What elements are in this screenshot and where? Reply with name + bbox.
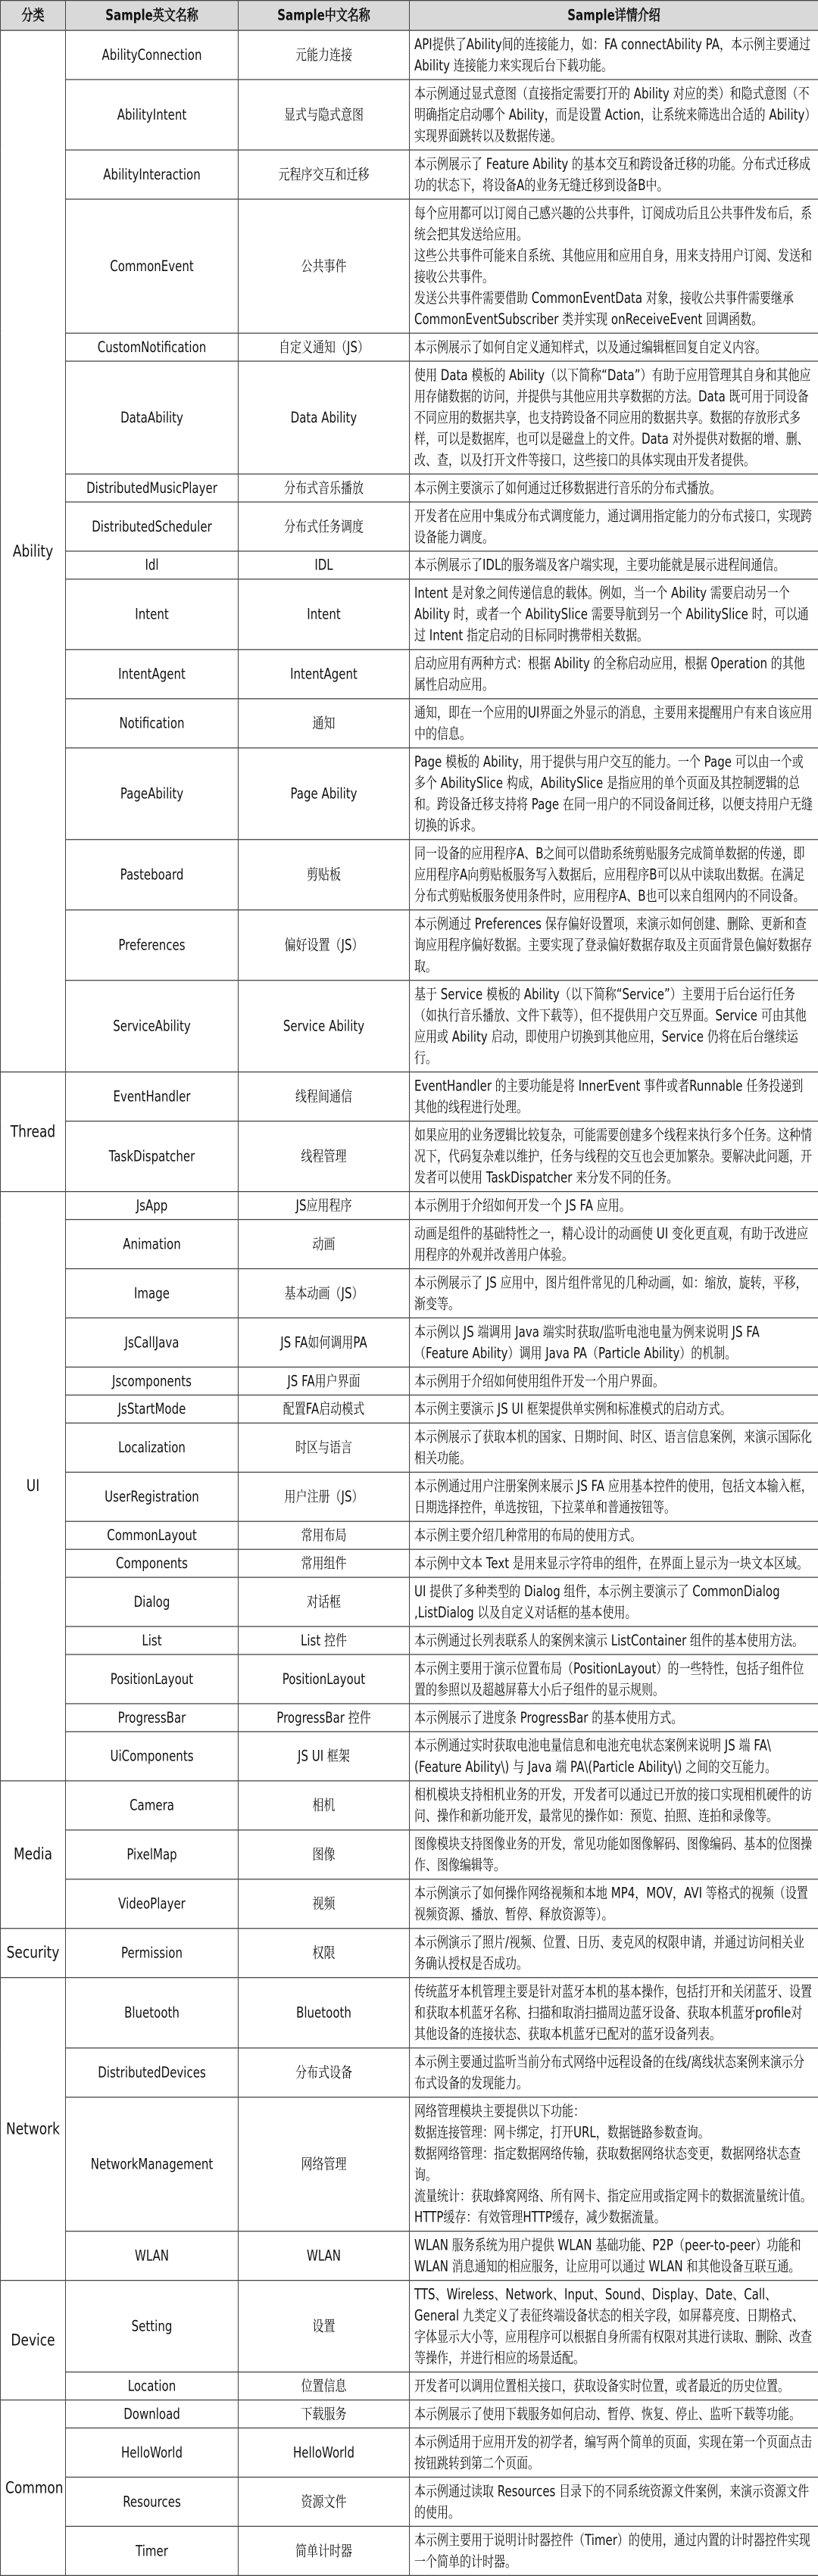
table-row xyxy=(1,2526,818,2575)
sample-chinese-name: Bluetooth xyxy=(239,1978,410,2048)
sample-english-name: Location xyxy=(66,2372,239,2400)
table-row xyxy=(1,1654,818,1704)
sample-chinese-name: 基本动画（JS） xyxy=(239,1269,410,1318)
description-paragraph: 本示例通过实时获取电池电量信息和电池充电状态案例来说明 JS 端 FA\(Feature Ability\) 与 Java 端 PA\(Particle Ability\) 之间的交互能力。 xyxy=(414,1736,777,1776)
description-paragraph: 本示例展示了使用下载服务如何启动、暂停、恢复、停止、监听下载等功能。 xyxy=(414,2405,801,2423)
table-row xyxy=(1,2097,818,2231)
table-row xyxy=(1,1423,818,1472)
sample-description xyxy=(410,1072,818,1121)
table-row xyxy=(1,1318,818,1367)
sample-english-name: ProgressBar xyxy=(66,1704,239,1732)
sample-english-name: DistributedMusicPlayer xyxy=(66,474,239,502)
description-paragraph: 本示例以 JS 端调用 Java 端实时获取/监听电池电量为例来说明 JS FA（Feature Ability）调用 Java PA（Particle Ability）的机制。 xyxy=(414,1323,760,1362)
sample-chinese-name: JS FA如何调用PA xyxy=(239,1318,410,1367)
sample-english-name: AbilityIntent xyxy=(66,80,239,150)
sample-english-name: PageAbility xyxy=(66,748,239,840)
table-header-row xyxy=(1,1,818,30)
description-paragraph: 本示例演示了如何操作网络视频和本地 MP4，MOV，AVI 等格式的视频（设置视频资源、播放、暂停、释放资源等）。 xyxy=(414,1884,808,1923)
description-paragraph: 发送公共事件需要借助 CommonEventData 对象，接收公共事件需要继承 CommonEventSubscriber 类并实现 onReceiveEvent 回调函数。 xyxy=(414,289,794,329)
sample-chinese-name: 权限 xyxy=(239,1929,410,1978)
sample-chinese-name: 配置FA启动模式 xyxy=(239,1395,410,1423)
sample-english-name: Preferences xyxy=(66,910,239,981)
description-paragraph: 本示例展示了获取本机的国家、日期时间、时区、语言信息案例，来演示国际化相关功能。 xyxy=(414,1428,813,1467)
table-row xyxy=(1,2048,818,2097)
sample-english-name: HelloWorld xyxy=(66,2428,239,2477)
header-description: Sample详情介绍 xyxy=(410,1,818,30)
sample-description xyxy=(410,1318,818,1367)
description-paragraph: 本示例主要用于说明计时器控件（Timer）的使用，通过内置的计时器控件实现一个简单的计时器。 xyxy=(414,2531,810,2571)
sample-english-name: DistributedDevices xyxy=(66,2048,239,2097)
table-row xyxy=(1,699,818,748)
sample-chinese-name: 简单计时器 xyxy=(239,2526,410,2575)
description-paragraph: 本示例演示了照片/视频、位置、日历、麦克风的权限申请，并通过访问相关业务确认授权是否成功。 xyxy=(414,1933,805,1973)
sample-description xyxy=(410,699,818,748)
sample-chinese-name: IntentAgent xyxy=(239,650,410,699)
category-cell: Media xyxy=(1,1781,66,1929)
table-row xyxy=(1,748,818,840)
sample-description xyxy=(410,2281,818,2372)
table-row xyxy=(1,1521,818,1549)
header-chinese-name: Sample中文名称 xyxy=(239,1,410,30)
sample-english-name: Jscomponents xyxy=(66,1367,239,1395)
sample-chinese-name: Service Ability xyxy=(239,981,410,1072)
sample-chinese-name: 元程序交互和迁移 xyxy=(239,150,410,199)
sample-chinese-name: 设置 xyxy=(239,2281,410,2372)
table-row xyxy=(1,2372,818,2400)
table-row xyxy=(1,981,818,1072)
sample-chinese-name: 元能力连接 xyxy=(239,30,410,80)
category-cell: Common xyxy=(1,2400,66,2576)
sample-english-name: Intent xyxy=(66,579,239,650)
table-row xyxy=(1,2231,818,2281)
description-paragraph: 通知，即在一个应用的UI界面之外显示的消息，主要用来提醒用户有来自该应用中的信息。 xyxy=(414,703,813,743)
description-paragraph: 本示例主要通过监听当前分布式网络中远程设备的在线/离线状态案例来演示分布式设备的发现能力。 xyxy=(414,2053,805,2092)
sample-english-name: AbilityInteraction xyxy=(66,150,239,199)
table-row xyxy=(1,1704,818,1732)
sample-description xyxy=(410,2231,818,2281)
sample-chinese-name: List 控件 xyxy=(239,1626,410,1654)
sample-english-name: CommonEvent xyxy=(66,199,239,333)
category-cell: Ability xyxy=(1,30,66,1072)
table-row xyxy=(1,1978,818,2048)
description-paragraph: 本示例展示了 Feature Ability 的基本交互和跨设备迁移的功能。分布式迁移成功的状态下，将设备A的业务无缝迁移到设备B中。 xyxy=(414,155,811,195)
sample-description xyxy=(410,1549,818,1577)
description-paragraph: UI 提供了多种类型的 Dialog 组件，本示例主要演示了 CommonDialog ,ListDialog 以及自定义对话框的基本使用。 xyxy=(414,1583,780,1622)
sample-description xyxy=(410,1879,818,1929)
table-row xyxy=(1,1472,818,1521)
sample-description xyxy=(410,981,818,1072)
sample-english-name: Permission xyxy=(66,1929,239,1978)
description-paragraph: 数据连接管理：网卡绑定，打开URL，数据链路参数查询。 xyxy=(414,2123,710,2141)
sample-chinese-name: 常用布局 xyxy=(239,1521,410,1549)
sample-chinese-name: 动画 xyxy=(239,1220,410,1269)
description-paragraph: 本示例通过读取 Resources 目录下的不同系统资源文件案例，来演示资源文件的使用。 xyxy=(414,2482,810,2521)
description-paragraph: 每个应用都可以订阅自己感兴趣的公共事件，订阅成功后且公共事件发布后，系统会把其发送给应用。 xyxy=(414,204,813,243)
description-paragraph: 启动应用有两种方式：根据 Ability 的全称启动应用，根据 Operation 的其他属性启动应用。 xyxy=(414,654,805,694)
sample-description xyxy=(410,361,818,474)
description-paragraph: 本示例中文本 Text 是用来显示字符串的组件，在界面上显示为一块文本区域。 xyxy=(414,1555,808,1573)
sample-description xyxy=(410,1521,818,1549)
sample-english-name: Timer xyxy=(66,2526,239,2575)
sample-english-name: TaskDispatcher xyxy=(66,1121,239,1192)
description-paragraph: API提供了Ability间的连接能力，如：FA connectAbility PA，本示例主要通过 Ability 连接能力来实现后台下载功能。 xyxy=(414,36,811,75)
table-row xyxy=(1,474,818,502)
description-paragraph: 本示例通过用户注册案例来展示 JS FA 应用基本控件的使用，包括文本输入框，日期选择控件，单选按钮，下拉菜单和普通按钮等。 xyxy=(414,1477,813,1517)
description-paragraph: 数据网络管理：指定数据网络传输，获取数据网络状态变更，数据网络状态查询。 xyxy=(414,2144,801,2184)
table-row xyxy=(1,1121,818,1192)
description-paragraph: 本示例主要介绍几种常用的布局的使用方式。 xyxy=(414,1527,642,1545)
sample-chinese-name: 偏好设置（JS） xyxy=(239,910,410,981)
table-row xyxy=(1,2281,818,2372)
table-row xyxy=(1,80,818,150)
sample-english-name: PositionLayout xyxy=(66,1654,239,1704)
description-paragraph: Page 模板的 Ability，用于提供与用户交互的能力。一个 Page 可以由一个或多个 AbilitySlice 构成，AbilitySlice 是指应用的单个页面及其控制逻辑的总和。跨设备迁移支持将 Page 在同一用户的不同设备间迁移，以便支持用户无缝切换的诉求。 xyxy=(414,753,813,834)
table-row xyxy=(1,2400,818,2428)
sample-english-name: CustomNotification xyxy=(66,333,239,361)
sample-english-name: Notification xyxy=(66,699,239,748)
description-paragraph: 本示例通过长列表联系人的案例来演示 ListContainer 组件的基本使用方法。 xyxy=(414,1632,804,1649)
sample-chinese-name: 线程管理 xyxy=(239,1121,410,1192)
description-paragraph: 本示例展示了进度条 ProgressBar 的基本使用方式。 xyxy=(414,1708,683,1726)
sample-description xyxy=(410,1220,818,1269)
sample-description xyxy=(410,910,818,981)
description-paragraph: 本示例适用于应用开发的初学者，编写两个简单的页面，实现在第一个页面点击按钮跳转到第二个页面。 xyxy=(414,2433,813,2472)
sample-english-name: Dialog xyxy=(66,1577,239,1626)
table-row xyxy=(1,1549,818,1577)
sample-chinese-name: 资源文件 xyxy=(239,2477,410,2526)
sample-chinese-name: 相机 xyxy=(239,1781,410,1830)
sample-chinese-name: 分布式音乐播放 xyxy=(239,474,410,502)
table-row xyxy=(1,1395,818,1423)
sample-description xyxy=(410,1626,818,1654)
header-category: 分类 xyxy=(1,1,66,30)
sample-chinese-name: Data Ability xyxy=(239,361,410,474)
table-row xyxy=(1,1781,818,1830)
sample-english-name: AbilityConnection xyxy=(66,30,239,80)
sample-description xyxy=(410,1732,818,1781)
table-row xyxy=(1,1220,818,1269)
sample-english-name: JsStartMode xyxy=(66,1395,239,1423)
description-paragraph: 相机模块支持相机业务的开发，开发者可以通过已开放的接口实现相机硬件的访问、操作和新功能开发，最常见的操作如：预览、拍照、连拍和录像等。 xyxy=(414,1785,813,1825)
sample-chinese-name: 下载服务 xyxy=(239,2400,410,2428)
description-paragraph: 如果应用的业务逻辑比较复杂，可能需要创建多个线程来执行多个任务。这种情况下，代码复杂难以维护，任务与线程的交互也会更加繁杂。要解决此问题，开发者可以使用 TaskDispatcher 来分发不同的任务。 xyxy=(414,1126,813,1187)
sample-chinese-name: 分布式任务调度 xyxy=(239,502,410,551)
description-paragraph: WLAN 服务系统为用户提供 WLAN 基础功能、P2P（peer-to-peer）功能和 WLAN 消息通知的相应服务，让应用可以通过 WLAN 和其他设备互联互通。 xyxy=(414,2236,801,2275)
description-paragraph: 本示例主要演示了如何通过迁移数据进行音乐的分布式播放。 xyxy=(414,479,722,497)
sample-description xyxy=(410,1121,818,1192)
table-row xyxy=(1,1879,818,1929)
sample-description xyxy=(410,840,818,910)
sample-chinese-name: 显式与隐式意图 xyxy=(239,80,410,150)
table-row xyxy=(1,361,818,474)
sample-chinese-name: JS UI 框架 xyxy=(239,1732,410,1781)
sample-english-name: Image xyxy=(66,1269,239,1318)
description-paragraph: 动画是组件的基础特性之一，精心设计的动画使 UI 变化更直观，有助于改进应用程序的外观并改善用户体验。 xyxy=(414,1224,808,1264)
description-paragraph: 这些公共事件可能来自系统、其他应用和应用自身，用来支持用户订阅、发送和接收公共事件。 xyxy=(414,247,813,286)
sample-description xyxy=(410,2428,818,2477)
sample-description xyxy=(410,579,818,650)
description-paragraph: 流量统计：获取蜂窝网络、所有网卡、指定应用或指定网卡的数据流量统计值。HTTP缓存：有效管理HTTP缓存，减少数据流量。 xyxy=(414,2187,813,2226)
sample-chinese-name: 自定义通知（JS） xyxy=(239,333,410,361)
description-paragraph: 本示例用于介绍如何使用组件开发一个用户界面。 xyxy=(414,1372,665,1390)
sample-description xyxy=(410,1192,818,1220)
sample-chinese-name: 网络管理 xyxy=(239,2097,410,2231)
description-paragraph: 本示例通过显式意图（直接指定需要打开的 Ability 对应的类）和隐式意图（不明确指定启动哪个 Ability，而是设置 Action，让系统来筛选出合适的 Ability）实现界面跳转以及数据传递。 xyxy=(414,85,810,145)
sample-chinese-name: 公共事件 xyxy=(239,199,410,333)
sample-description xyxy=(410,650,818,699)
table-row xyxy=(1,840,818,910)
sample-english-name: IntentAgent xyxy=(66,650,239,699)
sample-chinese-name: 图像 xyxy=(239,1830,410,1879)
sample-description xyxy=(410,150,818,199)
sample-description xyxy=(410,1781,818,1830)
table-row xyxy=(1,1577,818,1626)
sample-description xyxy=(410,2477,818,2526)
category-cell: Thread xyxy=(1,1072,66,1192)
sample-chinese-name: HelloWorld xyxy=(239,2428,410,2477)
sample-chinese-name: Intent xyxy=(239,579,410,650)
sample-description xyxy=(410,1423,818,1472)
sample-english-name: EventHandler xyxy=(66,1072,239,1121)
sample-chinese-name: 线程间通信 xyxy=(239,1072,410,1121)
sample-english-name: JsCallJava xyxy=(66,1318,239,1367)
description-paragraph: 本示例通过 Preferences 保存偏好设置项，来演示如何创建、删除、更新和查询应用程序偏好数据。主要实现了登录偏好数据存取及主页面背景色偏好数据存取。 xyxy=(414,915,813,975)
sample-description xyxy=(410,474,818,502)
sample-description xyxy=(410,1472,818,1521)
sample-english-name: NetworkManagement xyxy=(66,2097,239,2231)
sample-description xyxy=(410,2097,818,2231)
sample-english-name: Pasteboard xyxy=(66,840,239,910)
table-row xyxy=(1,579,818,650)
sample-description xyxy=(410,1978,818,2048)
sample-english-name: Resources xyxy=(66,2477,239,2526)
sample-description xyxy=(410,2048,818,2097)
description-paragraph: 基于 Service 模板的 Ability（以下简称“Service”）主要用于后台运行任务（如执行音乐播放、文件下载等），但不提供用户交互界面。Service 可由其他应用或 Ability 启动，即使用户切换到其他应用，Service 仍将在后台继续运行。 xyxy=(414,985,807,1067)
sample-description xyxy=(410,2526,818,2575)
sample-description xyxy=(410,199,818,333)
description-paragraph: 开发者可以调用位置相关接口，获取设备实时位置，或者最近的历史位置。 xyxy=(414,2377,790,2395)
sample-chinese-name: PositionLayout xyxy=(239,1654,410,1704)
sample-description xyxy=(410,1269,818,1318)
table-row xyxy=(1,150,818,199)
description-paragraph: 使用 Data 模板的 Ability（以下简称“Data”）有助于应用管理其自身和其他应用存储数据的访问，并提供与其他应用共享数据的方法。Data 既可用于同设备不同应用的数据共享，也支持跨设备不同应用的数据共享。数据的存放形式多样，可以是数据库，也可以是磁盘上的文件。Data 对外提供对数据的增、删、改、查，以及打开文件等接口，这些接口的具体实现由开发者提供。 xyxy=(414,366,811,469)
sample-chinese-name: 时区与语言 xyxy=(239,1423,410,1472)
sample-chinese-name: IDL xyxy=(239,551,410,579)
sample-chinese-name: 通知 xyxy=(239,699,410,748)
description-paragraph: 同一设备的应用程序A、B之间可以借助系统剪贴服务完成简单数据的传递，即应用程序A向剪贴板服务写入数据后，应用程序B可以从中读取出数据。在满足分布式剪贴板服务使用条件时，应用程序A、B也可以来自组网内的不同设备。 xyxy=(414,844,805,905)
category-cell: UI xyxy=(1,1192,66,1781)
sample-description xyxy=(410,1704,818,1732)
description-paragraph: 本示例主要用于演示位置布局（PositionLayout）的一些特性，包括子组件位置的参照以及超越屏幕大小后子组件的显示规则。 xyxy=(414,1660,804,1698)
sample-description xyxy=(410,748,818,840)
description-paragraph: Intent 是对象之间传递信息的载体。例如，当一个 Ability 需要启动另一个Ability 时，或者一个 AbilitySlice 需要导航到另一个 AbilitySlice 时，可以通过 Intent 指定启动的目标同时携带相关数据。 xyxy=(414,584,809,644)
description-paragraph: 图像模块支持图像业务的开发，常见功能如图像解码、图像编码、基本的位图操作、图像编辑等。 xyxy=(414,1835,813,1874)
sample-description xyxy=(410,502,818,551)
description-paragraph: EventHandler 的主要功能是将 InnerEvent 事件或者Runnable 任务投递到其他的线程进行处理。 xyxy=(414,1077,804,1116)
header-english-name: Sample英文名称 xyxy=(66,1,239,30)
sample-chinese-name: ProgressBar 控件 xyxy=(239,1704,410,1732)
sample-description xyxy=(410,2372,818,2400)
sample-description xyxy=(410,80,818,150)
description-paragraph: 传统蓝牙本机管理主要是针对蓝牙本机的基本操作，包括打开和关闭蓝牙、设置和获取本机蓝牙名称、扫描和取消扫描周边蓝牙设备、获取本机蓝牙profile对其他设备的连接状态、获取本机蓝牙已配对的蓝牙设备列表。 xyxy=(414,1982,813,2043)
category-cell: Device xyxy=(1,2281,66,2400)
sample-english-name: WLAN xyxy=(66,2231,239,2281)
table-row xyxy=(1,650,818,699)
sample-description xyxy=(410,30,818,80)
table-row xyxy=(1,199,818,333)
sample-description xyxy=(410,1830,818,1879)
sample-english-name: Bluetooth xyxy=(66,1978,239,2048)
description-paragraph: TTS、Wireless、Network、Input、Sound、Display、Date、Call、General 九类定义了表征终端设备状态的相关字段，如屏幕亮度、日期格式、字体显示大小等，应用程序可以根据自身所需有权限对其进行读取、删除、改查等操作，并进行相应的场景适配。 xyxy=(414,2285,813,2367)
sample-chinese-name: JS应用程序 xyxy=(239,1192,410,1220)
sample-english-name: List xyxy=(66,1626,239,1654)
sample-english-name: UserRegistration xyxy=(66,1472,239,1521)
sample-description xyxy=(410,1395,818,1423)
table-row xyxy=(1,1072,818,1121)
sample-chinese-name: 对话框 xyxy=(239,1577,410,1626)
table-row xyxy=(1,2428,818,2477)
description-paragraph: 开发者在应用中集成分布式调度能力，通过调用指定能力的分布式接口，实现跨设备能力调度。 xyxy=(414,507,813,546)
sample-description xyxy=(410,1654,818,1704)
table-row xyxy=(1,1626,818,1654)
sample-english-name: VideoPlayer xyxy=(66,1879,239,1929)
sample-english-name: JsApp xyxy=(66,1192,239,1220)
sample-chinese-name: 剪贴板 xyxy=(239,840,410,910)
table-row xyxy=(1,1929,818,1978)
sample-description xyxy=(410,1577,818,1626)
sample-english-name: Idl xyxy=(66,551,239,579)
sample-chinese-name: 视频 xyxy=(239,1879,410,1929)
sample-description xyxy=(410,1929,818,1978)
sample-english-name: DistributedScheduler xyxy=(66,502,239,551)
sample-english-name: Download xyxy=(66,2400,239,2428)
sample-english-name: PixelMap xyxy=(66,1830,239,1879)
table-row xyxy=(1,1732,818,1781)
sample-chinese-name: JS FA用户界面 xyxy=(239,1367,410,1395)
sample-english-name: Camera xyxy=(66,1781,239,1830)
table-row xyxy=(1,1830,818,1879)
sample-description xyxy=(410,2400,818,2428)
description-paragraph: 本示例用于介绍如何开发一个 JS FA 应用。 xyxy=(414,1196,631,1215)
sample-description xyxy=(410,1367,818,1395)
table-row xyxy=(1,1192,818,1220)
category-cell: Security xyxy=(1,1929,66,1978)
table-row xyxy=(1,910,818,981)
table-row xyxy=(1,1367,818,1395)
sample-english-name: Components xyxy=(66,1549,239,1577)
description-paragraph: 本示例展示了IDL的服务端及客户端实现，主要功能就是展示进程间通信。 xyxy=(414,556,785,574)
table-row xyxy=(1,551,818,579)
table-body xyxy=(1,30,818,2575)
sample-english-name: ServiceAbility xyxy=(66,981,239,1072)
sample-chinese-name: 位置信息 xyxy=(239,2372,410,2400)
table-row xyxy=(1,30,818,80)
sample-english-name: Animation xyxy=(66,1220,239,1269)
sample-english-name: CommonLayout xyxy=(66,1521,239,1549)
table-row xyxy=(1,333,818,361)
sample-chinese-name: WLAN xyxy=(239,2231,410,2281)
table-row xyxy=(1,1269,818,1318)
description-paragraph: 本示例展示了如何自定义通知样式，以及通过编辑框回复自定义内容。 xyxy=(414,338,767,356)
description-paragraph: 本示例主要演示 JS UI 框架提供单实例和标准模式的启动方式。 xyxy=(414,1400,732,1418)
sample-english-name: DataAbility xyxy=(66,361,239,474)
sample-english-name: Localization xyxy=(66,1423,239,1472)
sample-description xyxy=(410,333,818,361)
sample-chinese-name: 分布式设备 xyxy=(239,2048,410,2097)
table-row xyxy=(1,502,818,551)
category-cell: Network xyxy=(1,1978,66,2281)
sample-chinese-name: 用户注册（JS） xyxy=(239,1472,410,1521)
description-paragraph: 本示例展示了 JS 应用中，图片组件常见的几种动画，如：缩放，旋转，平移，渐变等。 xyxy=(414,1274,807,1313)
description-paragraph: 网络管理模块主要提供以下功能： xyxy=(414,2102,585,2120)
sample-english-name: UiComponents xyxy=(66,1732,239,1781)
sample-description xyxy=(410,551,818,579)
table-row xyxy=(1,2477,818,2526)
sample-english-name: Setting xyxy=(66,2281,239,2372)
sample-chinese-name: Page Ability xyxy=(239,748,410,840)
sample-chinese-name: 常用组件 xyxy=(239,1549,410,1577)
